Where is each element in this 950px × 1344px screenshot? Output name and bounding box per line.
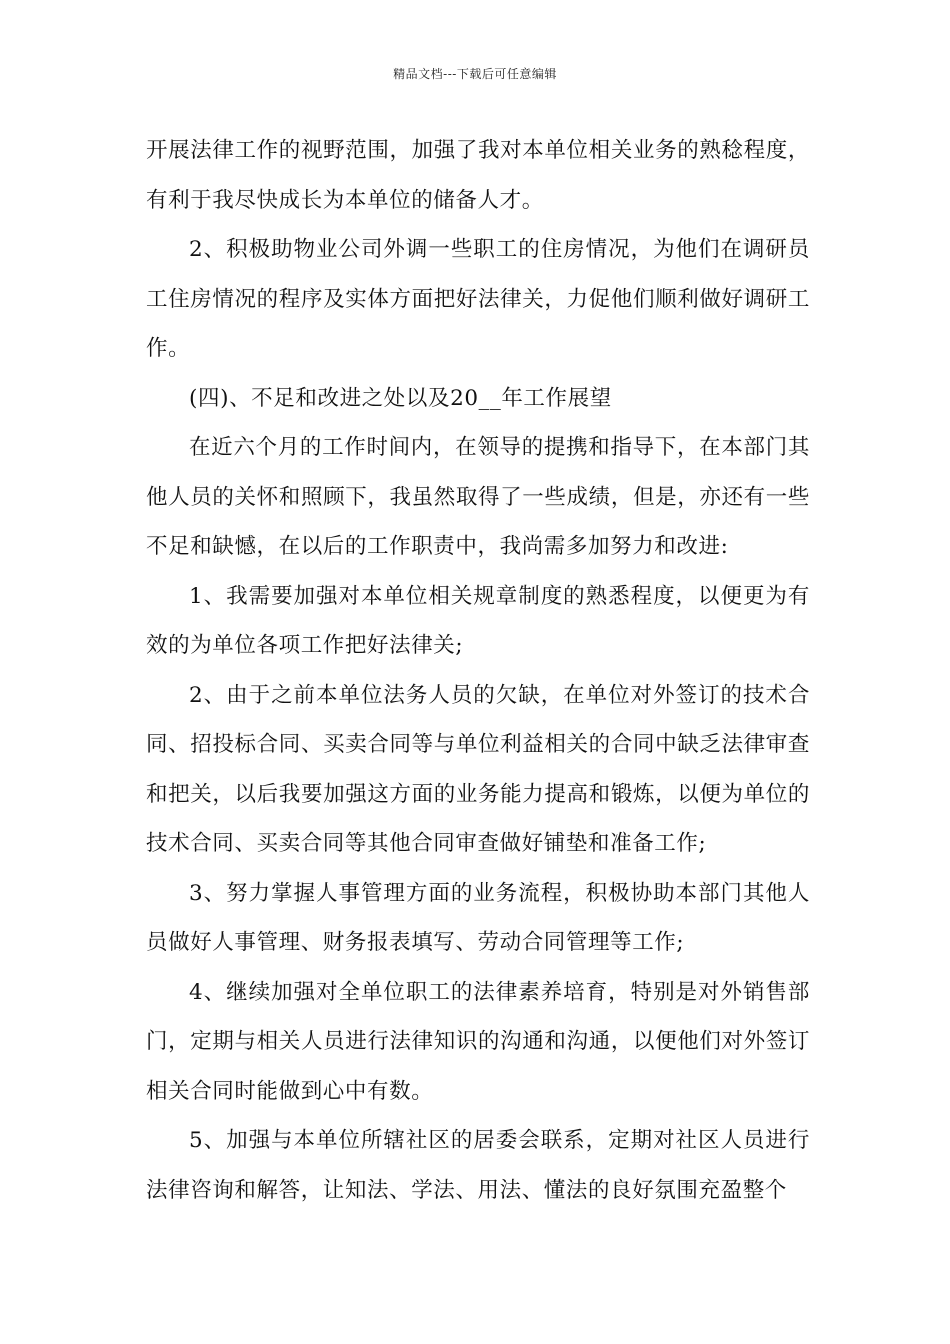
- page-header: 精品文档---下载后可任意编辑: [393, 67, 557, 81]
- paragraph-improvement-1: 1、我需要加强对本单位相关规章制度的熟悉程度，以便更为有效的为单位各项工作把好法律关;: [146, 583, 810, 658]
- paragraph-item-2-housing: 2、积极助物业公司外调一些职工的住房情况，为他们在调研员工住房情况的程序及实体方面把好法律关，力促他们顺利做好调研工作。: [146, 237, 810, 361]
- document-body: [146, 126, 810, 1215]
- paragraph-improvement-5: 5、加强与本单位所辖社区的居委会联系，定期对社区人员进行法律咨询和解答，让知法、学法、用法、懂法的良好氛围充盈整个: [146, 1128, 810, 1203]
- paragraph-summary: 在近六个月的工作时间内，在领导的提携和指导下，在本部门其他人员的关怀和照顾下，我虽然取得了一些成绩，但是，亦还有一些不足和缺憾，在以后的工作职责中，我尚需多加努力和改进:: [146, 435, 810, 559]
- paragraph-continued: 开展法律工作的视野范围，加强了我对本单位相关业务的熟稔程度，有利于我尽快成长为本单位的储备人才。: [146, 138, 810, 213]
- paragraph-improvement-2: 2、由于之前本单位法务人员的欠缺，在单位对外签订的技术合同、招投标合同、买卖合同等与单位利益相关的合同中缺乏法律审查和把关，以后我要加强这方面的业务能力提高和锻炼，以便为单位的技术合同、买卖合同等其他合同审查做好铺垫和准备工作;: [146, 682, 810, 856]
- paragraph-improvement-4: 4、继续加强对全单位职工的法律素养培育，特别是对外销售部门，定期与相关人员进行法律知识的沟通和沟通，以便他们对外签订相关合同时能做到心中有数。: [146, 979, 810, 1104]
- section-heading-shortcomings: (四)、不足和改进之处以及20__年工作展望: [189, 385, 612, 411]
- paragraph-improvement-3: 3、努力掌握人事管理方面的业务流程，积极协助本部门其他人员做好人事管理、财务报表填写、劳动合同管理等工作;: [146, 880, 810, 955]
